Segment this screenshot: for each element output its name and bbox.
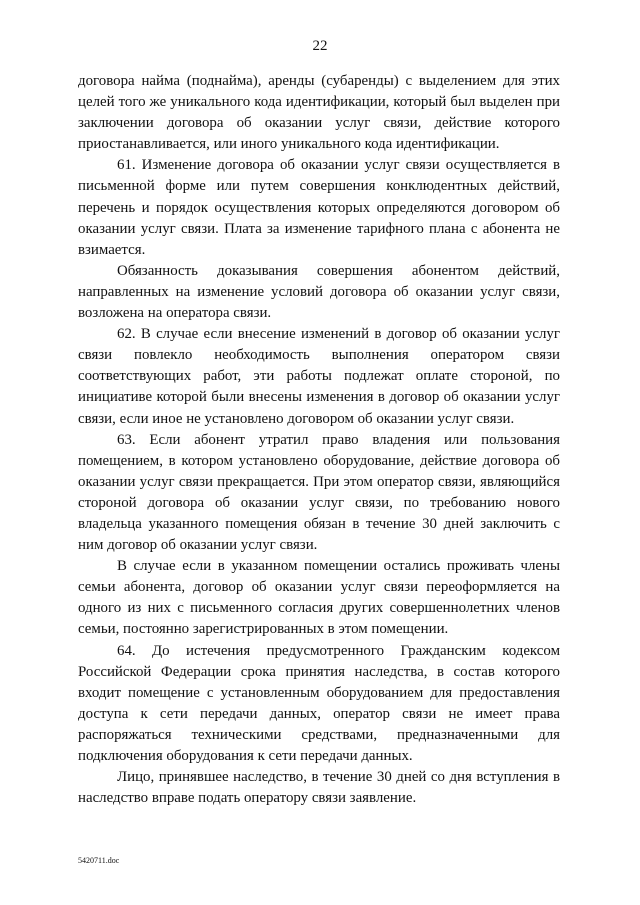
paragraph-continuation: договора найма (поднайма), аренды (субаренды) с выделением для этих целей того же уникального кода идентификации, который был выделен при заключении договора об оказании услуг связи, действие которого приостанавливается, или иного уникального кода идентификации. bbox=[78, 73, 560, 153]
paragraph-63: 63. Если абонент утратил право владения или пользования помещением, в котором установлено оборудование, действие договора об оказании услуг связи прекращается. При этом оператор связи, являющийся стороной договора об оказании услуг связи, по требованию нового владельца указанного помещения обязан в течение 30 дней заключить с ним договор об оказании услуг связи. bbox=[78, 431, 560, 554]
paragraph-62: 62. В случае если внесение изменений в договор об оказании услуг связи повлекло необходимость выполнения оператором связи соответствующих работ, эти работы подлежат оплате стороной, по инициативе которой были внесены изменения в договор об оказании услуг связи, если иное не установлено договором об оказании услуг связи. bbox=[78, 326, 560, 427]
paragraph-61: 61. Изменение договора об оказании услуг связи осуществляется в письменной форме или путем совершения конклюдентных действий, перечень и порядок осуществления которых определяются договором об оказании услуг связи. Плата за изменение тарифного плана с абонента не взимается. bbox=[78, 157, 560, 258]
document-body bbox=[78, 71, 560, 809]
paragraph-64: 64. До истечения предусмотренного Гражданским кодексом Российской Федерации срока принятия наследства, в состав которого входит помещение с установленным оборудованием для предоставления доступа к сети передачи данных, оператор связи не имеет права распоряжаться техническими средствами, предназначенными для подключения оборудования к сети передачи данных. bbox=[78, 642, 560, 764]
footer-filename: 5420711.doc bbox=[78, 856, 120, 865]
page-number: 22 bbox=[312, 38, 328, 54]
paragraph-63-family: В случае если в указанном помещении остались проживать члены семьи абонента, договор об оказании услуг связи переоформляется на одного из них с письменного согласия других совершеннолетних членов семьи, постоянно зарегистрированных в этом помещении. bbox=[78, 558, 560, 638]
paragraph-64-heir: Лицо, принявшее наследство, в течение 30 дней со дня вступления в наследство вправе подать оператору связи заявление. bbox=[78, 769, 560, 807]
paragraph-61-burden: Обязанность доказывания совершения абонентом действий, направленных на изменение условий договора об оказании услуг связи, возложена на оператора связи. bbox=[78, 262, 560, 322]
